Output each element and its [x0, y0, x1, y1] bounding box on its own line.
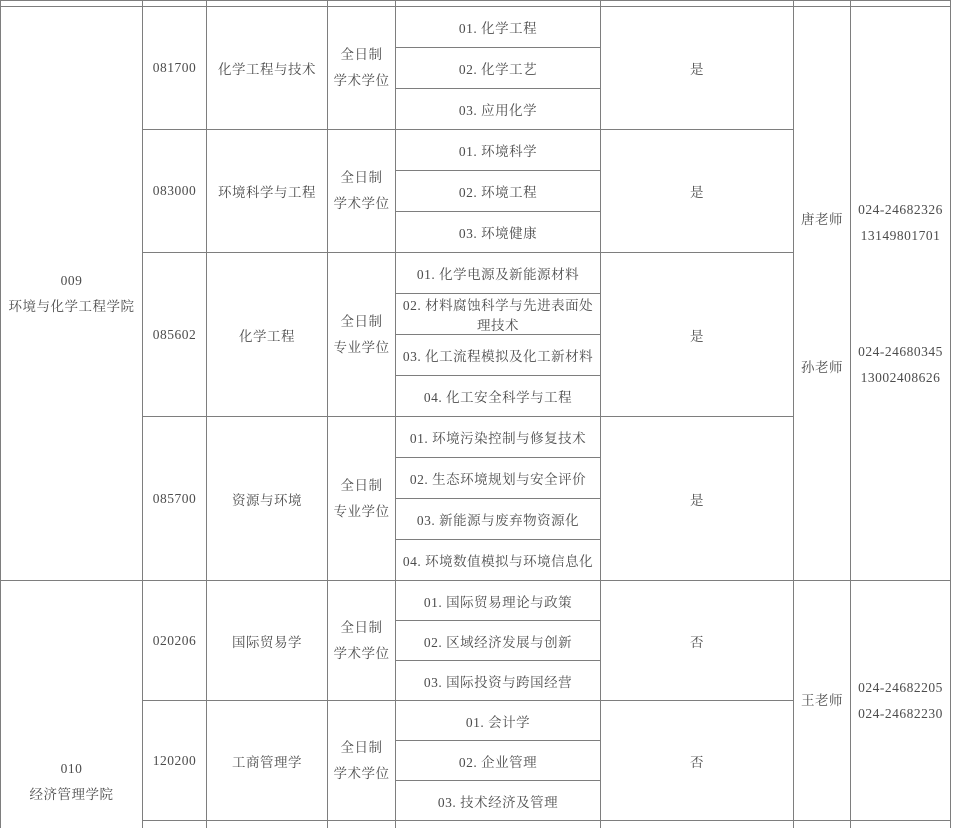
research-direction-cell: 03. 新能源与废弃物资源化	[396, 499, 601, 540]
exemption-flag-cell: 是	[601, 7, 794, 130]
research-direction-cell: 02. 化学工艺	[396, 48, 601, 89]
study-mode-line: 全日制	[340, 477, 383, 493]
research-direction-cell: 01. 化学电源及新能源材料	[396, 253, 601, 294]
research-direction-cell: 01. 环境科学	[396, 130, 601, 171]
study-mode-label	[328, 735, 395, 787]
phone-number: 024-24682326	[858, 202, 943, 217]
major-code-cell: 020206	[143, 581, 207, 701]
degree-type-line: 学术学位	[333, 765, 390, 781]
bottom-partial-row-cell	[328, 821, 396, 828]
research-direction-cell: 03. 技术经济及管理	[396, 781, 601, 821]
degree-type-line: 学术学位	[333, 73, 390, 88]
phone-number: 13002408626	[860, 370, 941, 385]
contact-teacher-cell	[794, 7, 851, 581]
study-mode-line: 全日制	[340, 739, 383, 755]
exemption-flag-cell: 是	[601, 253, 794, 417]
phone-number: 024-24682205	[858, 680, 943, 695]
research-direction-cell: 04. 环境数值模拟与环境信息化	[396, 540, 601, 581]
study-mode-cell	[328, 701, 396, 821]
research-direction-cell: 02. 区域经济发展与创新	[396, 621, 601, 661]
research-direction-cell: 01. 国际贸易理论与政策	[396, 581, 601, 621]
phone-group	[858, 679, 943, 722]
degree-type-line: 学术学位	[333, 196, 390, 211]
research-direction-cell: 03. 化工流程模拟及化工新材料	[396, 335, 601, 376]
study-mode-line: 全日制	[340, 313, 383, 329]
bottom-partial-row-cell	[396, 821, 601, 828]
major-name-cell: 化学工程与技术	[207, 7, 328, 130]
study-mode-label	[328, 309, 395, 361]
study-mode-cell	[328, 581, 396, 701]
college-label	[1, 581, 142, 808]
study-mode-cell	[328, 253, 396, 417]
major-name-cell: 化学工程	[207, 253, 328, 417]
teacher-stack	[794, 7, 850, 580]
major-code-cell: 120200	[143, 701, 207, 821]
research-direction-cell: 01. 会计学	[396, 701, 601, 741]
major-code-cell: 085602	[143, 253, 207, 417]
research-direction-cell: 01. 化学工程	[396, 7, 601, 48]
bottom-partial-row-cell	[143, 821, 207, 828]
contact-phone-cell	[851, 581, 951, 821]
college-cell	[1, 581, 143, 828]
degree-type-line: 专业学位	[333, 339, 390, 355]
study-mode-label	[328, 42, 395, 94]
study-mode-label	[328, 473, 395, 525]
college-name: 环境与化学工程学院	[8, 298, 135, 314]
college-code: 010	[60, 761, 83, 776]
study-mode-label	[328, 615, 395, 667]
exemption-flag-cell: 是	[601, 130, 794, 253]
teacher-name: 孙老师	[801, 360, 843, 375]
study-mode-line: 全日制	[340, 47, 383, 62]
research-direction-cell: 02. 企业管理	[396, 741, 601, 781]
phone-stack	[851, 7, 950, 580]
research-direction-cell: 03. 应用化学	[396, 89, 601, 130]
contact-phone-cell	[851, 7, 951, 581]
exemption-flag-cell: 是	[601, 417, 794, 581]
research-direction-cell: 03. 国际投资与跨国经营	[396, 661, 601, 701]
phone-number: 024-24682230	[858, 706, 943, 721]
research-direction-cell: 02. 环境工程	[396, 171, 601, 212]
contact-teacher-cell	[794, 581, 851, 821]
phone-number: 13149801701	[860, 228, 941, 243]
major-name-cell: 资源与环境	[207, 417, 328, 581]
phone-group	[858, 201, 943, 244]
college-name: 经济管理学院	[29, 787, 114, 802]
phone-number: 024-24680345	[858, 344, 943, 359]
major-name-cell: 环境科学与工程	[207, 130, 328, 253]
study-mode-cell	[328, 7, 396, 130]
college-code: 009	[60, 272, 83, 288]
phone-stack	[851, 581, 950, 820]
study-mode-line: 全日制	[340, 170, 383, 185]
research-direction-cell: 03. 环境健康	[396, 212, 601, 253]
study-mode-label	[328, 165, 395, 217]
college-label	[1, 268, 142, 320]
exemption-flag-cell: 否	[601, 581, 794, 701]
research-direction-cell: 02. 生态环境规划与安全评价	[396, 458, 601, 499]
major-name-cell: 工商管理学	[207, 701, 328, 821]
research-direction-cell: 04. 化工安全科学与工程	[396, 376, 601, 417]
major-code-cell: 081700	[143, 7, 207, 130]
major-code-cell: 083000	[143, 130, 207, 253]
research-direction-cell: 02. 材料腐蚀科学与先进表面处理技术	[396, 294, 601, 335]
major-name-cell: 国际贸易学	[207, 581, 328, 701]
teacher-stack	[794, 581, 850, 820]
bottom-partial-row-cell	[207, 821, 328, 828]
bottom-partial-row-cell	[794, 821, 851, 828]
teacher-name: 唐老师	[801, 212, 843, 227]
degree-type-line: 学术学位	[333, 645, 390, 661]
exemption-flag-cell: 否	[601, 701, 794, 821]
teacher-name: 王老师	[801, 693, 843, 708]
major-code-cell: 085700	[143, 417, 207, 581]
degree-type-line: 专业学位	[333, 503, 390, 519]
study-mode-cell	[328, 417, 396, 581]
study-mode-line: 全日制	[340, 619, 383, 635]
phone-group	[858, 343, 943, 386]
bottom-partial-row-cell	[601, 821, 794, 828]
research-direction-cell: 01. 环境污染控制与修复技术	[396, 417, 601, 458]
college-cell	[1, 7, 143, 581]
study-mode-cell	[328, 130, 396, 253]
bottom-partial-row-cell	[851, 821, 951, 828]
